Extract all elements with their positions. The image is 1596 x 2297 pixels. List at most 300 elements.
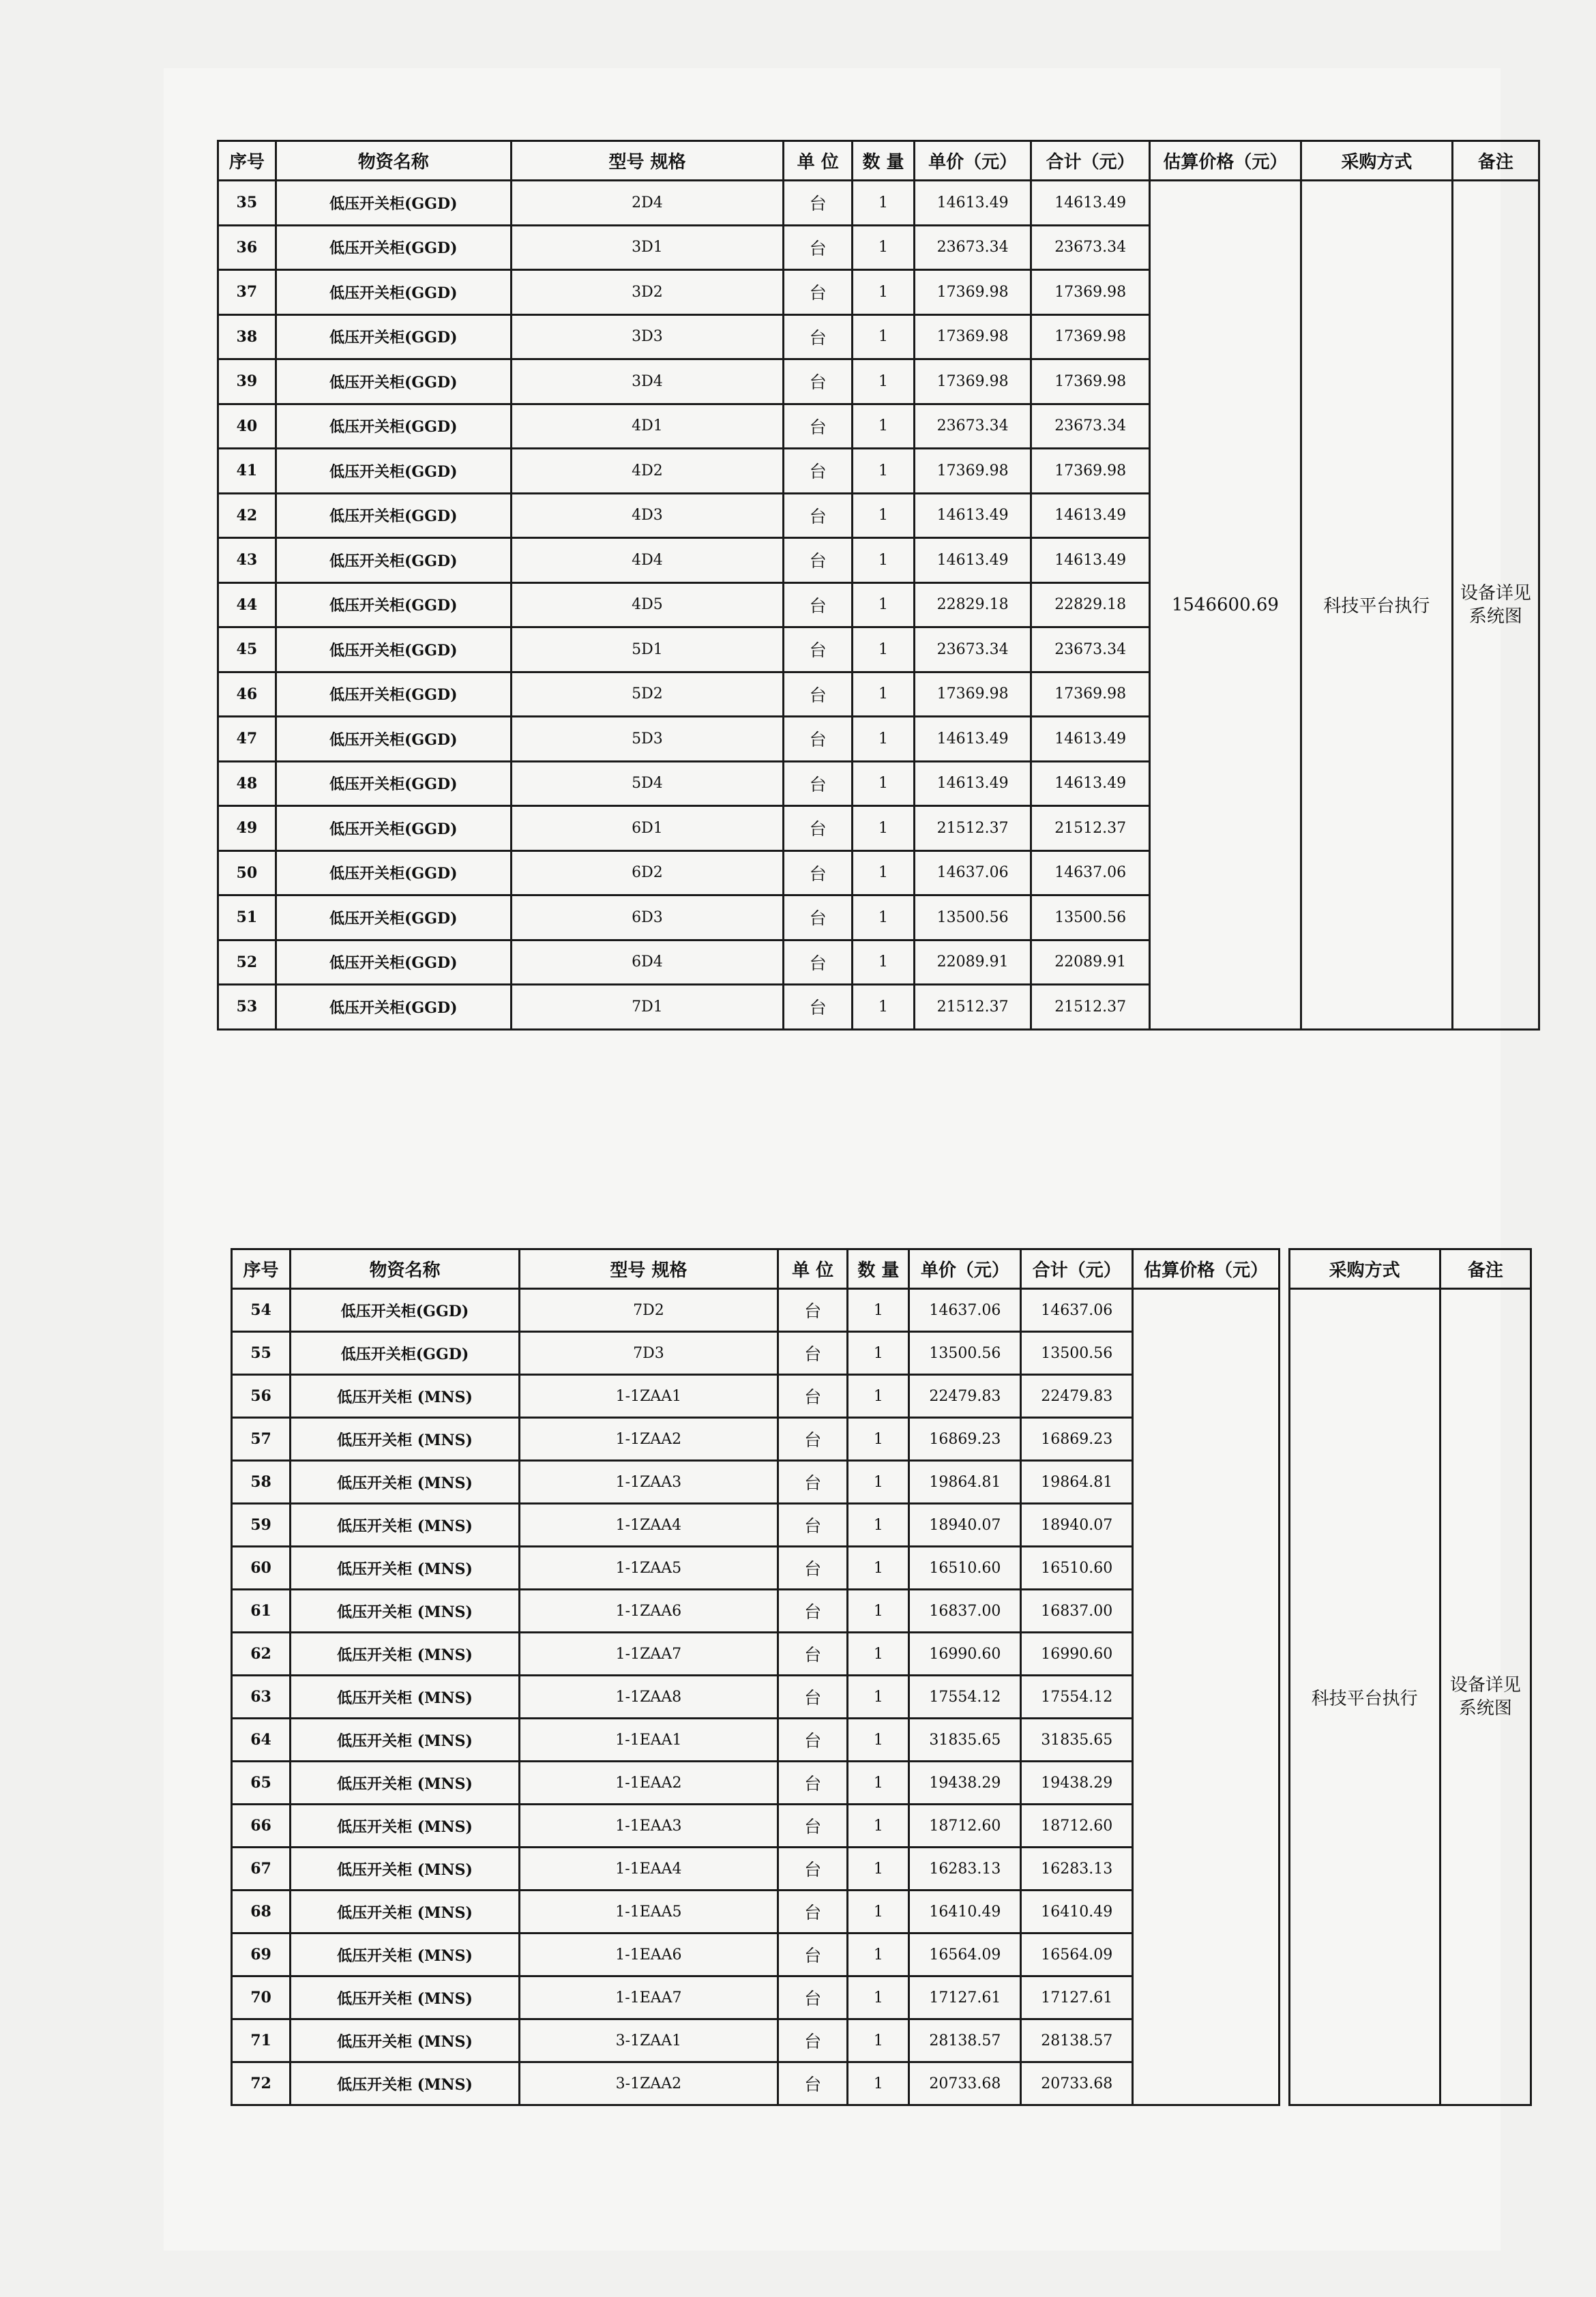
row-model: 1-1EAA6 — [519, 1933, 778, 1976]
row-unit: 台 — [784, 985, 853, 1030]
header-estimate: 估算价格（元） — [1133, 1249, 1280, 1289]
row-qty: 1 — [848, 1547, 909, 1590]
row-qty: 1 — [848, 1461, 909, 1504]
row-unit-price: 14613.49 — [914, 717, 1031, 762]
row-model: 3-1ZAA2 — [519, 2062, 778, 2105]
row-unit-price: 14637.06 — [909, 1289, 1021, 1332]
header-total: 合计（元） — [1031, 141, 1150, 181]
row-name: 低压开关柜(GGD) — [276, 940, 511, 985]
row-name: 低压开关柜(GGD) — [276, 270, 511, 315]
row-qty: 1 — [853, 940, 915, 985]
row-unit-price: 13500.56 — [914, 895, 1031, 940]
row-seq: 70 — [232, 1976, 291, 2019]
row-total: 14613.49 — [1031, 493, 1150, 538]
row-name: 低压开关柜(GGD) — [276, 225, 511, 270]
header-remark: 备注 — [1440, 1249, 1531, 1289]
procurement-cell: 科技平台执行 — [1301, 181, 1452, 1030]
procurement-cell: 科技平台执行 — [1289, 1289, 1440, 2105]
row-total: 19864.81 — [1021, 1461, 1133, 1504]
row-unit: 台 — [784, 538, 853, 583]
row-unit: 台 — [784, 181, 853, 226]
row-seq: 62 — [232, 1633, 291, 1676]
row-unit-price: 14613.49 — [914, 181, 1031, 226]
row-name: 低压开关柜(GGD) — [276, 181, 511, 226]
row-qty: 1 — [853, 717, 915, 762]
row-qty: 1 — [848, 1590, 909, 1633]
row-model: 1-1ZAA6 — [519, 1590, 778, 1633]
row-unit: 台 — [778, 1332, 847, 1375]
row-model: 1-1EAA7 — [519, 1976, 778, 2019]
row-unit-price: 16564.09 — [909, 1933, 1021, 1976]
row-total: 19438.29 — [1021, 1762, 1133, 1805]
remark-cell: 设备详见系统图 — [1440, 1289, 1531, 2105]
row-unit: 台 — [784, 314, 853, 359]
column-gap — [1280, 1249, 1289, 1289]
row-seq: 44 — [218, 582, 276, 627]
row-name: 低压开关柜(GGD) — [276, 314, 511, 359]
row-qty: 1 — [853, 627, 915, 672]
row-unit-price: 16410.49 — [909, 1891, 1021, 1933]
row-model: 6D3 — [511, 895, 784, 940]
row-name: 低压开关柜(GGD) — [276, 449, 511, 494]
row-unit: 台 — [784, 627, 853, 672]
row-name: 低压开关柜 (MNS) — [291, 2062, 520, 2105]
row-seq: 56 — [232, 1375, 291, 1418]
row-name: 低压开关柜(GGD) — [276, 538, 511, 583]
row-seq: 64 — [232, 1719, 291, 1762]
row-total: 17369.98 — [1031, 314, 1150, 359]
row-unit: 台 — [778, 1976, 847, 2019]
row-model: 5D2 — [511, 672, 784, 717]
row-unit: 台 — [784, 717, 853, 762]
row-total: 16410.49 — [1021, 1891, 1133, 1933]
row-name: 低压开关柜(GGD) — [276, 761, 511, 806]
row-unit: 台 — [778, 1933, 847, 1976]
table-2-body — [232, 1289, 1531, 2105]
row-qty: 1 — [848, 1719, 909, 1762]
row-unit-price: 16510.60 — [909, 1547, 1021, 1590]
row-seq: 48 — [218, 761, 276, 806]
row-qty: 1 — [848, 1289, 909, 1332]
row-qty: 1 — [848, 1891, 909, 1933]
row-name: 低压开关柜(GGD) — [276, 895, 511, 940]
header-estimate: 估算价格（元） — [1149, 141, 1301, 181]
row-seq: 41 — [218, 449, 276, 494]
row-seq: 59 — [232, 1504, 291, 1547]
row-total: 22089.91 — [1031, 940, 1150, 985]
row-total: 17127.61 — [1021, 1976, 1133, 2019]
header-remark: 备注 — [1452, 141, 1539, 181]
row-total: 14637.06 — [1031, 850, 1150, 895]
row-total: 31835.65 — [1021, 1719, 1133, 1762]
header-model: 型号 规格 — [511, 141, 784, 181]
row-unit: 台 — [784, 270, 853, 315]
row-total: 16283.13 — [1021, 1848, 1133, 1891]
row-seq: 58 — [232, 1461, 291, 1504]
row-model: 1-1EAA3 — [519, 1805, 778, 1848]
equipment-table-1 — [217, 140, 1540, 1031]
row-name: 低压开关柜(GGD) — [276, 627, 511, 672]
header-procurement: 采购方式 — [1301, 141, 1452, 181]
header-qty: 数 量 — [848, 1249, 909, 1289]
row-qty: 1 — [848, 2062, 909, 2105]
row-model: 3D3 — [511, 314, 784, 359]
row-seq: 67 — [232, 1848, 291, 1891]
row-total: 21512.37 — [1031, 985, 1150, 1030]
row-unit: 台 — [784, 225, 853, 270]
row-seq: 35 — [218, 181, 276, 226]
row-qty: 1 — [853, 404, 915, 449]
row-seq: 69 — [232, 1933, 291, 1976]
row-total: 28138.57 — [1021, 2019, 1133, 2062]
row-unit: 台 — [784, 850, 853, 895]
row-unit-price: 17369.98 — [914, 270, 1031, 315]
row-unit: 台 — [784, 940, 853, 985]
row-seq: 37 — [218, 270, 276, 315]
row-seq: 71 — [232, 2019, 291, 2062]
row-unit: 台 — [778, 1805, 847, 1848]
row-name: 低压开关柜 (MNS) — [291, 1504, 520, 1547]
row-model: 4D4 — [511, 538, 784, 583]
row-unit: 台 — [784, 359, 853, 404]
row-unit: 台 — [778, 1504, 847, 1547]
row-model: 1-1EAA4 — [519, 1848, 778, 1891]
row-total: 18712.60 — [1021, 1805, 1133, 1848]
row-seq: 42 — [218, 493, 276, 538]
row-qty: 1 — [853, 181, 915, 226]
row-seq: 36 — [218, 225, 276, 270]
estimate-cell — [1133, 1289, 1280, 2105]
row-model: 1-1EAA5 — [519, 1891, 778, 1933]
row-total: 23673.34 — [1031, 627, 1150, 672]
row-qty: 1 — [848, 1633, 909, 1676]
table-1 — [217, 140, 1540, 1031]
row-unit-price: 23673.34 — [914, 225, 1031, 270]
row-unit-price: 17127.61 — [909, 1976, 1021, 2019]
row-unit-price: 16837.00 — [909, 1590, 1021, 1633]
row-unit: 台 — [778, 2062, 847, 2105]
row-seq: 68 — [232, 1891, 291, 1933]
row-unit: 台 — [784, 761, 853, 806]
row-unit-price: 16990.60 — [909, 1633, 1021, 1676]
row-total: 14613.49 — [1031, 538, 1150, 583]
row-unit: 台 — [778, 1719, 847, 1762]
row-unit-price: 28138.57 — [909, 2019, 1021, 2062]
row-total: 22479.83 — [1021, 1375, 1133, 1418]
row-total: 16837.00 — [1021, 1590, 1133, 1633]
row-seq: 65 — [232, 1762, 291, 1805]
row-seq: 50 — [218, 850, 276, 895]
row-model: 4D5 — [511, 582, 784, 627]
row-name: 低压开关柜 (MNS) — [291, 1418, 520, 1461]
row-total: 17554.12 — [1021, 1676, 1133, 1719]
row-qty: 1 — [853, 761, 915, 806]
row-unit: 台 — [784, 449, 853, 494]
row-name: 低压开关柜 (MNS) — [291, 1461, 520, 1504]
row-unit-price: 19864.81 — [909, 1461, 1021, 1504]
row-name: 低压开关柜(GGD) — [276, 404, 511, 449]
row-model: 1-1ZAA7 — [519, 1633, 778, 1676]
row-unit-price: 17369.98 — [914, 672, 1031, 717]
row-unit-price: 14613.49 — [914, 538, 1031, 583]
row-name: 低压开关柜(GGD) — [276, 717, 511, 762]
row-total: 22829.18 — [1031, 582, 1150, 627]
table-1-body — [218, 181, 1539, 1030]
row-unit-price: 18940.07 — [909, 1504, 1021, 1547]
row-model: 5D3 — [511, 717, 784, 762]
row-qty: 1 — [853, 672, 915, 717]
row-model: 1-1EAA1 — [519, 1719, 778, 1762]
header-seq: 序号 — [218, 141, 276, 181]
row-name: 低压开关柜 (MNS) — [291, 1676, 520, 1719]
row-qty: 1 — [848, 1933, 909, 1976]
row-qty: 1 — [848, 1848, 909, 1891]
row-unit-price: 23673.34 — [914, 404, 1031, 449]
row-seq: 57 — [232, 1418, 291, 1461]
row-name: 低压开关柜(GGD) — [276, 850, 511, 895]
header-name: 物资名称 — [276, 141, 511, 181]
row-model: 1-1ZAA3 — [519, 1461, 778, 1504]
row-total: 23673.34 — [1031, 225, 1150, 270]
row-name: 低压开关柜 (MNS) — [291, 1719, 520, 1762]
row-name: 低压开关柜(GGD) — [276, 359, 511, 404]
header-procurement: 采购方式 — [1289, 1249, 1440, 1289]
row-model: 1-1ZAA8 — [519, 1676, 778, 1719]
row-model: 4D3 — [511, 493, 784, 538]
table-row — [218, 181, 1539, 226]
row-total: 17369.98 — [1031, 270, 1150, 315]
table-1-header-row — [218, 141, 1539, 181]
row-unit-price: 14637.06 — [914, 850, 1031, 895]
row-name: 低压开关柜 (MNS) — [291, 1375, 520, 1418]
row-model: 1-1EAA2 — [519, 1762, 778, 1805]
row-qty: 1 — [853, 538, 915, 583]
row-unit: 台 — [784, 582, 853, 627]
row-qty: 1 — [853, 806, 915, 851]
row-qty: 1 — [853, 225, 915, 270]
row-unit: 台 — [778, 1762, 847, 1805]
row-qty: 1 — [848, 1418, 909, 1461]
row-unit: 台 — [778, 1848, 847, 1891]
table-2-header-row — [232, 1249, 1531, 1289]
row-seq: 72 — [232, 2062, 291, 2105]
row-unit-price: 19438.29 — [909, 1762, 1021, 1805]
header-unit-price: 单价（元） — [914, 141, 1031, 181]
row-name: 低压开关柜 (MNS) — [291, 1933, 520, 1976]
row-name: 低压开关柜(GGD) — [276, 493, 511, 538]
row-total: 18940.07 — [1021, 1504, 1133, 1547]
row-seq: 55 — [232, 1332, 291, 1375]
row-unit: 台 — [784, 895, 853, 940]
row-unit-price: 21512.37 — [914, 985, 1031, 1030]
row-unit-price: 13500.56 — [909, 1332, 1021, 1375]
row-unit-price: 22829.18 — [914, 582, 1031, 627]
row-unit: 台 — [784, 672, 853, 717]
row-name: 低压开关柜 (MNS) — [291, 2019, 520, 2062]
row-model: 7D3 — [519, 1332, 778, 1375]
row-unit-price: 20733.68 — [909, 2062, 1021, 2105]
row-unit-price: 16283.13 — [909, 1848, 1021, 1891]
row-model: 6D1 — [511, 806, 784, 851]
column-gap — [1280, 1289, 1289, 2105]
row-total: 16990.60 — [1021, 1633, 1133, 1676]
row-unit: 台 — [784, 493, 853, 538]
row-total: 16510.60 — [1021, 1547, 1133, 1590]
row-total: 21512.37 — [1031, 806, 1150, 851]
header-qty: 数 量 — [853, 141, 915, 181]
row-unit-price: 14613.49 — [914, 761, 1031, 806]
row-name: 低压开关柜 (MNS) — [291, 1976, 520, 2019]
row-unit: 台 — [784, 806, 853, 851]
row-unit-price: 17554.12 — [909, 1676, 1021, 1719]
row-unit: 台 — [778, 1633, 847, 1676]
row-seq: 63 — [232, 1676, 291, 1719]
row-unit: 台 — [778, 1289, 847, 1332]
row-unit-price: 18712.60 — [909, 1805, 1021, 1848]
row-model: 1-1ZAA5 — [519, 1547, 778, 1590]
row-seq: 38 — [218, 314, 276, 359]
row-total: 16869.23 — [1021, 1418, 1133, 1461]
row-unit: 台 — [778, 1461, 847, 1504]
row-unit: 台 — [778, 1547, 847, 1590]
row-unit-price: 16869.23 — [909, 1418, 1021, 1461]
row-model: 2D4 — [511, 181, 784, 226]
row-unit: 台 — [778, 1418, 847, 1461]
row-model: 3D1 — [511, 225, 784, 270]
remark-cell: 设备详见系统图 — [1452, 181, 1539, 1030]
row-unit-price: 17369.98 — [914, 449, 1031, 494]
row-model: 3-1ZAA1 — [519, 2019, 778, 2062]
row-unit-price: 31835.65 — [909, 1719, 1021, 1762]
row-name: 低压开关柜(GGD) — [291, 1332, 520, 1375]
row-qty: 1 — [853, 850, 915, 895]
row-total: 14637.06 — [1021, 1289, 1133, 1332]
row-seq: 46 — [218, 672, 276, 717]
row-name: 低压开关柜 (MNS) — [291, 1848, 520, 1891]
row-unit-price: 22479.83 — [909, 1375, 1021, 1418]
row-unit-price: 14613.49 — [914, 493, 1031, 538]
row-model: 4D2 — [511, 449, 784, 494]
row-total: 16564.09 — [1021, 1933, 1133, 1976]
row-seq: 40 — [218, 404, 276, 449]
row-total: 14613.49 — [1031, 181, 1150, 226]
row-qty: 1 — [853, 985, 915, 1030]
row-total: 14613.49 — [1031, 717, 1150, 762]
header-model: 型号 规格 — [519, 1249, 778, 1289]
row-name: 低压开关柜(GGD) — [276, 672, 511, 717]
header-unit-price: 单价（元） — [909, 1249, 1021, 1289]
row-seq: 60 — [232, 1547, 291, 1590]
row-seq: 47 — [218, 717, 276, 762]
row-seq: 39 — [218, 359, 276, 404]
row-qty: 1 — [853, 270, 915, 315]
header-total: 合计（元） — [1021, 1249, 1133, 1289]
row-model: 7D1 — [511, 985, 784, 1030]
header-name: 物资名称 — [291, 1249, 520, 1289]
row-seq: 45 — [218, 627, 276, 672]
row-total: 20733.68 — [1021, 2062, 1133, 2105]
row-unit: 台 — [778, 1375, 847, 1418]
row-total: 17369.98 — [1031, 449, 1150, 494]
row-name: 低压开关柜(GGD) — [276, 985, 511, 1030]
row-total: 17369.98 — [1031, 672, 1150, 717]
row-unit-price: 22089.91 — [914, 940, 1031, 985]
row-qty: 1 — [848, 1676, 909, 1719]
header-seq: 序号 — [232, 1249, 291, 1289]
row-model: 6D4 — [511, 940, 784, 985]
row-qty: 1 — [853, 493, 915, 538]
row-model: 5D1 — [511, 627, 784, 672]
row-qty: 1 — [848, 1976, 909, 2019]
row-unit-price: 21512.37 — [914, 806, 1031, 851]
row-seq: 53 — [218, 985, 276, 1030]
row-unit-price: 17369.98 — [914, 314, 1031, 359]
row-name: 低压开关柜(GGD) — [291, 1289, 520, 1332]
row-model: 7D2 — [519, 1289, 778, 1332]
row-name: 低压开关柜 (MNS) — [291, 1633, 520, 1676]
row-qty: 1 — [853, 895, 915, 940]
table-2 — [231, 1248, 1532, 2106]
row-model: 1-1ZAA1 — [519, 1375, 778, 1418]
row-qty: 1 — [848, 1375, 909, 1418]
row-total: 14613.49 — [1031, 761, 1150, 806]
row-model: 1-1ZAA2 — [519, 1418, 778, 1461]
row-name: 低压开关柜 (MNS) — [291, 1547, 520, 1590]
row-qty: 1 — [848, 1805, 909, 1848]
row-seq: 61 — [232, 1590, 291, 1633]
row-qty: 1 — [853, 314, 915, 359]
row-qty: 1 — [848, 1504, 909, 1547]
row-qty: 1 — [848, 1762, 909, 1805]
row-name: 低压开关柜(GGD) — [276, 806, 511, 851]
row-name: 低压开关柜 (MNS) — [291, 1805, 520, 1848]
row-unit: 台 — [778, 1891, 847, 1933]
header-unit: 单 位 — [784, 141, 853, 181]
row-unit: 台 — [778, 2019, 847, 2062]
row-seq: 51 — [218, 895, 276, 940]
row-model: 3D2 — [511, 270, 784, 315]
row-name: 低压开关柜 (MNS) — [291, 1590, 520, 1633]
row-unit-price: 17369.98 — [914, 359, 1031, 404]
row-seq: 43 — [218, 538, 276, 583]
row-unit: 台 — [778, 1676, 847, 1719]
row-model: 1-1ZAA4 — [519, 1504, 778, 1547]
row-seq: 54 — [232, 1289, 291, 1332]
row-qty: 1 — [853, 582, 915, 627]
table-row — [232, 1289, 1531, 1332]
row-model: 5D4 — [511, 761, 784, 806]
header-unit: 单 位 — [778, 1249, 847, 1289]
row-total: 13500.56 — [1021, 1332, 1133, 1375]
row-seq: 49 — [218, 806, 276, 851]
estimate-cell: 1546600.69 — [1149, 181, 1301, 1030]
row-name: 低压开关柜(GGD) — [276, 582, 511, 627]
row-model: 4D1 — [511, 404, 784, 449]
row-name: 低压开关柜 (MNS) — [291, 1762, 520, 1805]
row-seq: 66 — [232, 1805, 291, 1848]
row-name: 低压开关柜 (MNS) — [291, 1891, 520, 1933]
row-qty: 1 — [853, 449, 915, 494]
row-qty: 1 — [848, 1332, 909, 1375]
row-model: 3D4 — [511, 359, 784, 404]
row-qty: 1 — [853, 359, 915, 404]
row-total: 23673.34 — [1031, 404, 1150, 449]
row-unit-price: 23673.34 — [914, 627, 1031, 672]
row-total: 13500.56 — [1031, 895, 1150, 940]
row-seq: 52 — [218, 940, 276, 985]
row-total: 17369.98 — [1031, 359, 1150, 404]
equipment-table-2 — [231, 1248, 1532, 2106]
